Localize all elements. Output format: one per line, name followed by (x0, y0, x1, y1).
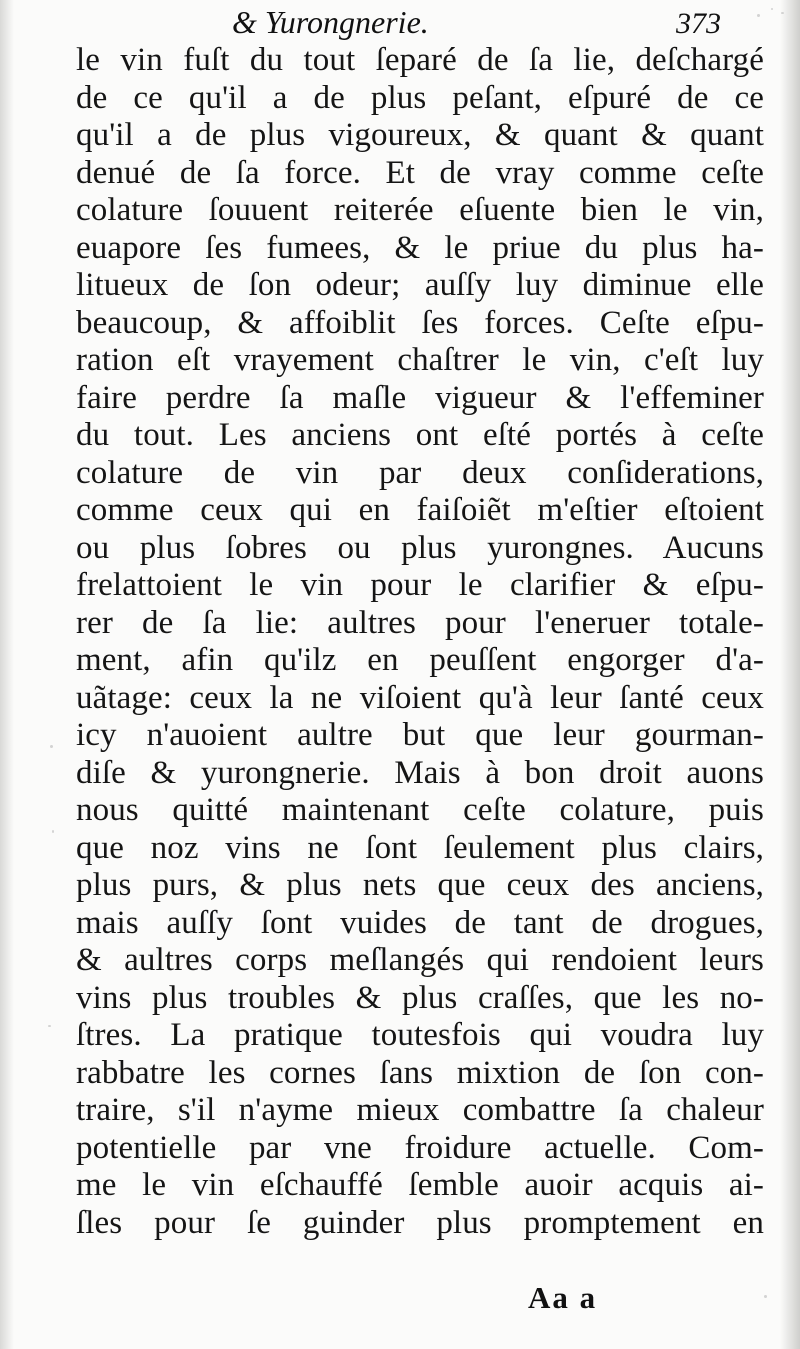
ink-speck (771, 8, 773, 10)
text-line: mais auſſy ſont vuides de tant de drogues, (76, 904, 764, 941)
text-line: plus purs, & plus nets que ceux des anciens, (76, 867, 764, 903)
ink-speck (48, 1025, 51, 1027)
text-line: diſe & yurongnerie. Mais à bon droit auons (76, 754, 764, 791)
text-line: beaucoup, & affoiblit ſes forces. Ceſte eſpu- (76, 304, 764, 341)
running-title: & Yurongnerie. (232, 4, 429, 40)
text-line: ou plus ſobres ou plus yurongnes. Aucuns (76, 529, 764, 566)
text-line: nous quitté maintenant ceſte colature, puis (76, 792, 764, 828)
text-line: ſtres. La pratique toutesfois qui voudra luy (76, 1017, 764, 1053)
text-line: & aultres corps meſlangés qui rendoient leurs (76, 942, 764, 978)
text-line: ſles pour ſe guinder plus promptement en (76, 1204, 764, 1241)
text-line: du tout. Les anciens ont eſté portés à ceſte (76, 417, 764, 453)
text-line: que noz vins ne ſont ſeulement plus clairs, (76, 829, 764, 866)
ink-speck (757, 14, 760, 17)
text-line: me le vin eſchauffé ſemble auoir acquis ai- (76, 1167, 764, 1203)
text-line: le vin fuſt du tout ſeparé de ſa lie, deſchargé (76, 42, 764, 78)
text-line: frelattoient le vin pour le clarifier & eſpu- (76, 567, 764, 603)
text-line: icy n'auoient aultre but que leur gourman- (76, 717, 764, 753)
ink-speck (52, 830, 54, 833)
text-line: qu'il a de plus vigoureux, & quant & quant (76, 117, 764, 153)
text-line: rabbatre les cornes ſans mixtion de ſon con- (76, 1054, 764, 1091)
ink-speck (764, 1295, 767, 1298)
text-line: rer de ſa lie: aultres pour l'eneruer totale- (76, 604, 764, 641)
page-number: 373 (676, 7, 721, 40)
text-line: ration eſt vrayement chaſtrer le vin, c'eſt luy (76, 342, 764, 378)
text-line: uãtage: ceux la ne viſoient qu'à leur ſanté ceux (76, 679, 764, 716)
text-line: traire, s'il n'ayme mieux combattre ſa chaleur (76, 1092, 764, 1128)
text-line: vins plus troubles & plus craſſes, que les no- (76, 979, 764, 1016)
text-line: faire perdre ſa maſle vigueur & l'effeminer (76, 379, 764, 416)
text-line: litueux de ſon odeur; auſſy luy diminue elle (76, 267, 764, 303)
body-text (76, 42, 764, 1242)
text-line: ment, afin qu'ilz en peuſſent engorger d'a- (76, 642, 764, 678)
text-line: comme ceux qui en faiſoiẽt m'eſtier eſtoient (76, 492, 764, 528)
text-line: euapore ſes fumees, & le priue du plus ha- (76, 229, 764, 266)
ink-speck (50, 745, 53, 748)
signature-mark: Aa a (528, 1280, 598, 1315)
text-line: potentielle par vne froidure actuelle. Com- (76, 1129, 764, 1166)
text-line: denué de ſa force. Et de vray comme ceſte (76, 154, 764, 191)
text-line: colature ſouuent reiterée eſuente bien le vin, (76, 192, 764, 228)
text-line: colature de vin par deux conſiderations, (76, 454, 764, 491)
text-line: de ce qu'il a de plus peſant, eſpuré de ce (76, 79, 764, 116)
ink-speck (781, 12, 784, 14)
